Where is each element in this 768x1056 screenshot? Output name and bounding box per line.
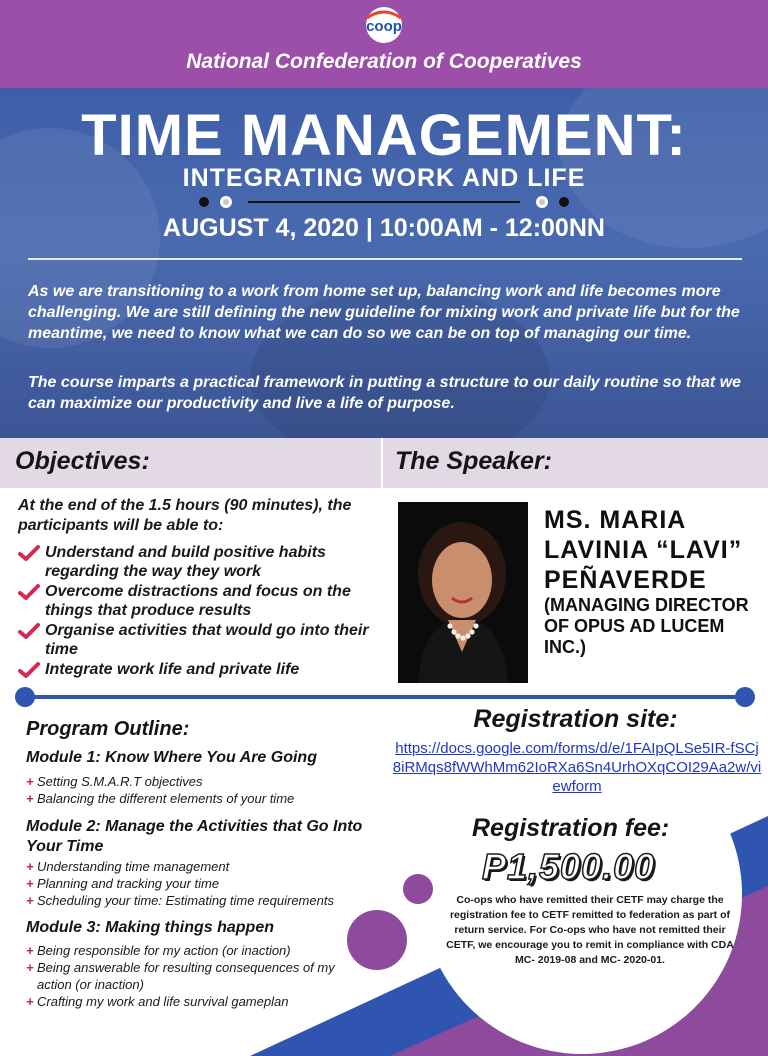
coop-logo bbox=[353, 6, 415, 44]
list-item: + Being answerable for resulting consequences of my action (or inaction) bbox=[26, 959, 361, 993]
objectives-heading: Objectives: bbox=[15, 447, 150, 475]
list-item: + Setting S.M.A.R.T objectives bbox=[26, 773, 361, 790]
list-item bbox=[18, 660, 370, 679]
header-band bbox=[0, 0, 768, 90]
event-date-time: AUGUST 4, 2020 | 10:00AM - 12:00NN bbox=[163, 214, 605, 242]
objective-text: Overcome distractions and focus on the things that produce results bbox=[45, 583, 351, 619]
list-item bbox=[18, 621, 370, 659]
module-items bbox=[26, 942, 361, 1010]
speaker-role: (MANAGING DIRECTOR OF OPUS AD LUCEM INC.) bbox=[544, 595, 749, 657]
list-item: + Crafting my work and life survival gameplan bbox=[26, 993, 361, 1010]
registration-link[interactable]: https://docs.google.com/forms/d/e/1FAIpQLSe5IR-fSCj8iRMqs8fWWhMm62IoRXa6Sn4UrhOXqCOI29Aa2w/viewform bbox=[392, 740, 762, 795]
objective-text: Understand and build positive habits regarding the way they work bbox=[45, 544, 326, 580]
list-item: + Planning and tracking your time bbox=[26, 875, 361, 892]
speaker-heading: The Speaker: bbox=[395, 447, 553, 475]
module-title: Module 1: Know Where You Are Going bbox=[26, 749, 317, 766]
list-item bbox=[18, 543, 370, 581]
event-subtitle: INTEGRATING WORK AND LIFE bbox=[182, 164, 586, 192]
title-ornament bbox=[196, 194, 572, 210]
list-item: + Scheduling your time: Estimating time requirements bbox=[26, 892, 361, 909]
checkmark-icon bbox=[18, 662, 40, 678]
objectives-list bbox=[18, 543, 370, 680]
registration-fee-heading: Registration fee: bbox=[472, 814, 670, 842]
program-outline-heading: Program Outline: bbox=[26, 718, 190, 740]
list-item: + Being responsible for my action (or inaction) bbox=[26, 942, 361, 959]
intro-paragraph: As we are transitioning to a work from home set up, balancing work and life becomes more challenging. We are still defining the new guideline for mixing work and private life but for the meantime, we need to know what we can do so we can be on top of managing our time. bbox=[28, 283, 740, 342]
registration-fee-amount: P1,500.00 bbox=[482, 846, 656, 887]
module-title: Module 2: Manage the Activities that Go Into Your Time bbox=[26, 818, 363, 855]
speaker-header bbox=[383, 438, 768, 488]
objectives-header bbox=[0, 438, 381, 488]
list-item: + Balancing the different elements of your time bbox=[26, 790, 361, 807]
objective-text: Integrate work life and private life bbox=[45, 661, 300, 678]
registration-heading: Registration site: bbox=[473, 705, 678, 733]
objective-text: Organise activities that would go into their time bbox=[45, 622, 369, 658]
event-title: TIME MANAGEMENT: bbox=[81, 103, 687, 168]
checkmark-icon bbox=[18, 545, 40, 561]
intro-paragraph: The course imparts a practical framework in putting a structure to our daily routine so that we can maximize our productivity and live a life of purpose. bbox=[28, 374, 742, 412]
logo-text: coop bbox=[366, 18, 402, 35]
list-item bbox=[18, 582, 370, 620]
module-title: Module 3: Making things happen bbox=[26, 919, 274, 936]
organization-name: National Confederation of Cooperatives bbox=[186, 50, 582, 73]
objectives-intro: At the end of the 1.5 hours (90 minutes), the participants will be able to: bbox=[18, 497, 352, 534]
checkmark-icon bbox=[18, 584, 40, 600]
speaker-name: MS. MARIA LAVINIA “LAVI” PEÑAVERDE bbox=[544, 506, 743, 594]
module-items bbox=[26, 773, 361, 807]
module-items bbox=[26, 858, 361, 909]
checkmark-icon bbox=[18, 623, 40, 639]
hero-section bbox=[0, 88, 768, 438]
hero-divider bbox=[28, 258, 742, 260]
list-item: + Understanding time management bbox=[26, 858, 361, 875]
speaker-photo bbox=[398, 502, 528, 683]
registration-fee-note: Co-ops who have remitted their CETF may charge the registration fee to CETF remitted to federation as part of return service. For Co-ops who have not remitted their CETF, we encourage you to remit in compliance with CDA MC- 2019-08 and MC- 2020-01. bbox=[446, 894, 734, 966]
